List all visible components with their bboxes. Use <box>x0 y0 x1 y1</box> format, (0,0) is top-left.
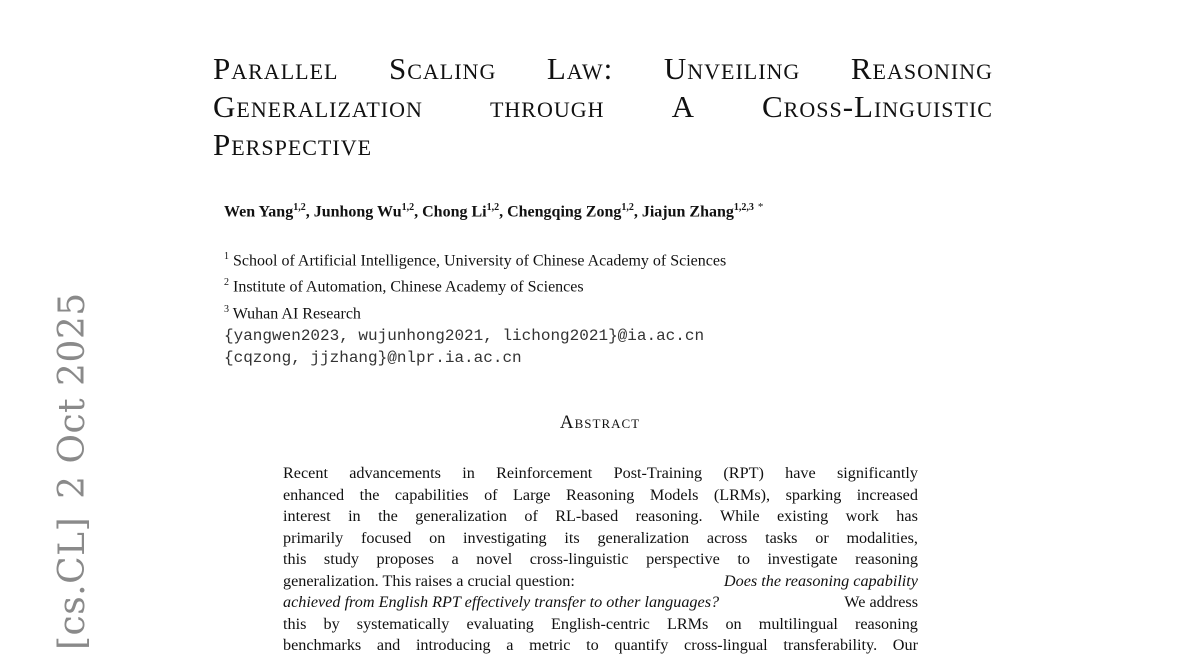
abstract-italic-question: Does the reasoning capability <box>723 571 918 590</box>
arxiv-category: [cs.CL] <box>52 516 93 650</box>
abstract-line <box>283 571 918 593</box>
author-name: Wen Yang <box>224 203 294 221</box>
affiliation-text: Wuhan AI Research <box>232 304 361 322</box>
author-name: Chong Li <box>422 203 487 221</box>
abstract-line: this by systematically evaluating English-centric LRMs on multilingual reasoning <box>283 614 918 633</box>
abstract-line <box>283 592 918 614</box>
abstract-line: interest in the generalization of RL-based reasoning. While existing work has <box>283 507 918 525</box>
author-name: Junhong Wu <box>313 203 402 221</box>
abstract-text: generalization. This raises a crucial question: <box>283 571 575 590</box>
abstract-line: enhanced the capabilities of Large Reasoning Models (LRMs), sparking increased <box>283 485 918 504</box>
abstract-text: We address <box>844 593 918 611</box>
affiliation-row <box>224 246 726 272</box>
abstract-line: primarily focused on investigating its generalization across tasks or modalities, <box>283 528 918 547</box>
author-list: Wen Yang$^{1,2}$, Junhong Wu$^{1,2}$, Chong Li$^{1,2}$, Chengqing Zong$^{1,2}$, Jiajun Zhang$^{1,2,3}$ * <box>224 201 764 221</box>
paper-title <box>213 50 993 164</box>
abstract-italic-question: achieved from English RPT effectively transfer to other languages? <box>283 593 720 611</box>
affiliation-text: Institute of Automation, Chinese Academy of Sciences <box>233 278 584 296</box>
title-line-2: Generalization through A Cross-Linguistic <box>213 89 993 124</box>
arxiv-sidebar-stamp <box>52 292 93 650</box>
author-name: Jiajun Zhang <box>641 203 734 221</box>
corresponding-author-mark: * <box>757 201 764 213</box>
email-line: {yangwen2023, wujunhong2021, lichong2021}@ia.ac.cn <box>224 326 705 345</box>
affiliation-text: School of Artificial Intelligence, University of Chinese Academy of Sciences <box>233 252 727 270</box>
affiliation-number: 1 <box>224 251 229 262</box>
abstract-line: Recent advancements in Reinforcement Post-Training (RPT) have significantly <box>283 464 918 482</box>
title-line-1: Parallel Scaling Law: Unveiling Reasoning <box>213 51 993 86</box>
affiliation-row <box>224 299 726 325</box>
abstract-line: this study proposes a novel cross-linguistic perspective to investigate reasoning <box>283 550 918 568</box>
email-line: {cqzong, jjzhang}@nlpr.ia.ac.cn <box>224 348 522 367</box>
author-affiliation: 1,2 <box>293 202 306 213</box>
arxiv-date: 2 Oct 2025 <box>52 292 93 499</box>
author-affiliation: 1,2,3 <box>733 202 754 213</box>
affiliation-number: 3 <box>224 303 229 315</box>
abstract-body <box>283 463 918 657</box>
author-name: Chengqing Zong <box>507 203 622 221</box>
abstract-line: benchmarks and introducing a metric to quantify cross-lingual transferability. Our <box>283 636 918 654</box>
author-affiliation: 1,2 <box>486 202 500 213</box>
affiliation-row <box>224 272 726 298</box>
author-affiliation: 1,2 <box>621 202 634 213</box>
author-affiliation: 1,2 <box>401 202 415 213</box>
affiliation-number: 2 <box>224 277 229 289</box>
title-line-3: Perspective <box>213 127 373 162</box>
affiliations-block <box>224 246 726 369</box>
abstract-heading: Abstract <box>559 412 641 433</box>
